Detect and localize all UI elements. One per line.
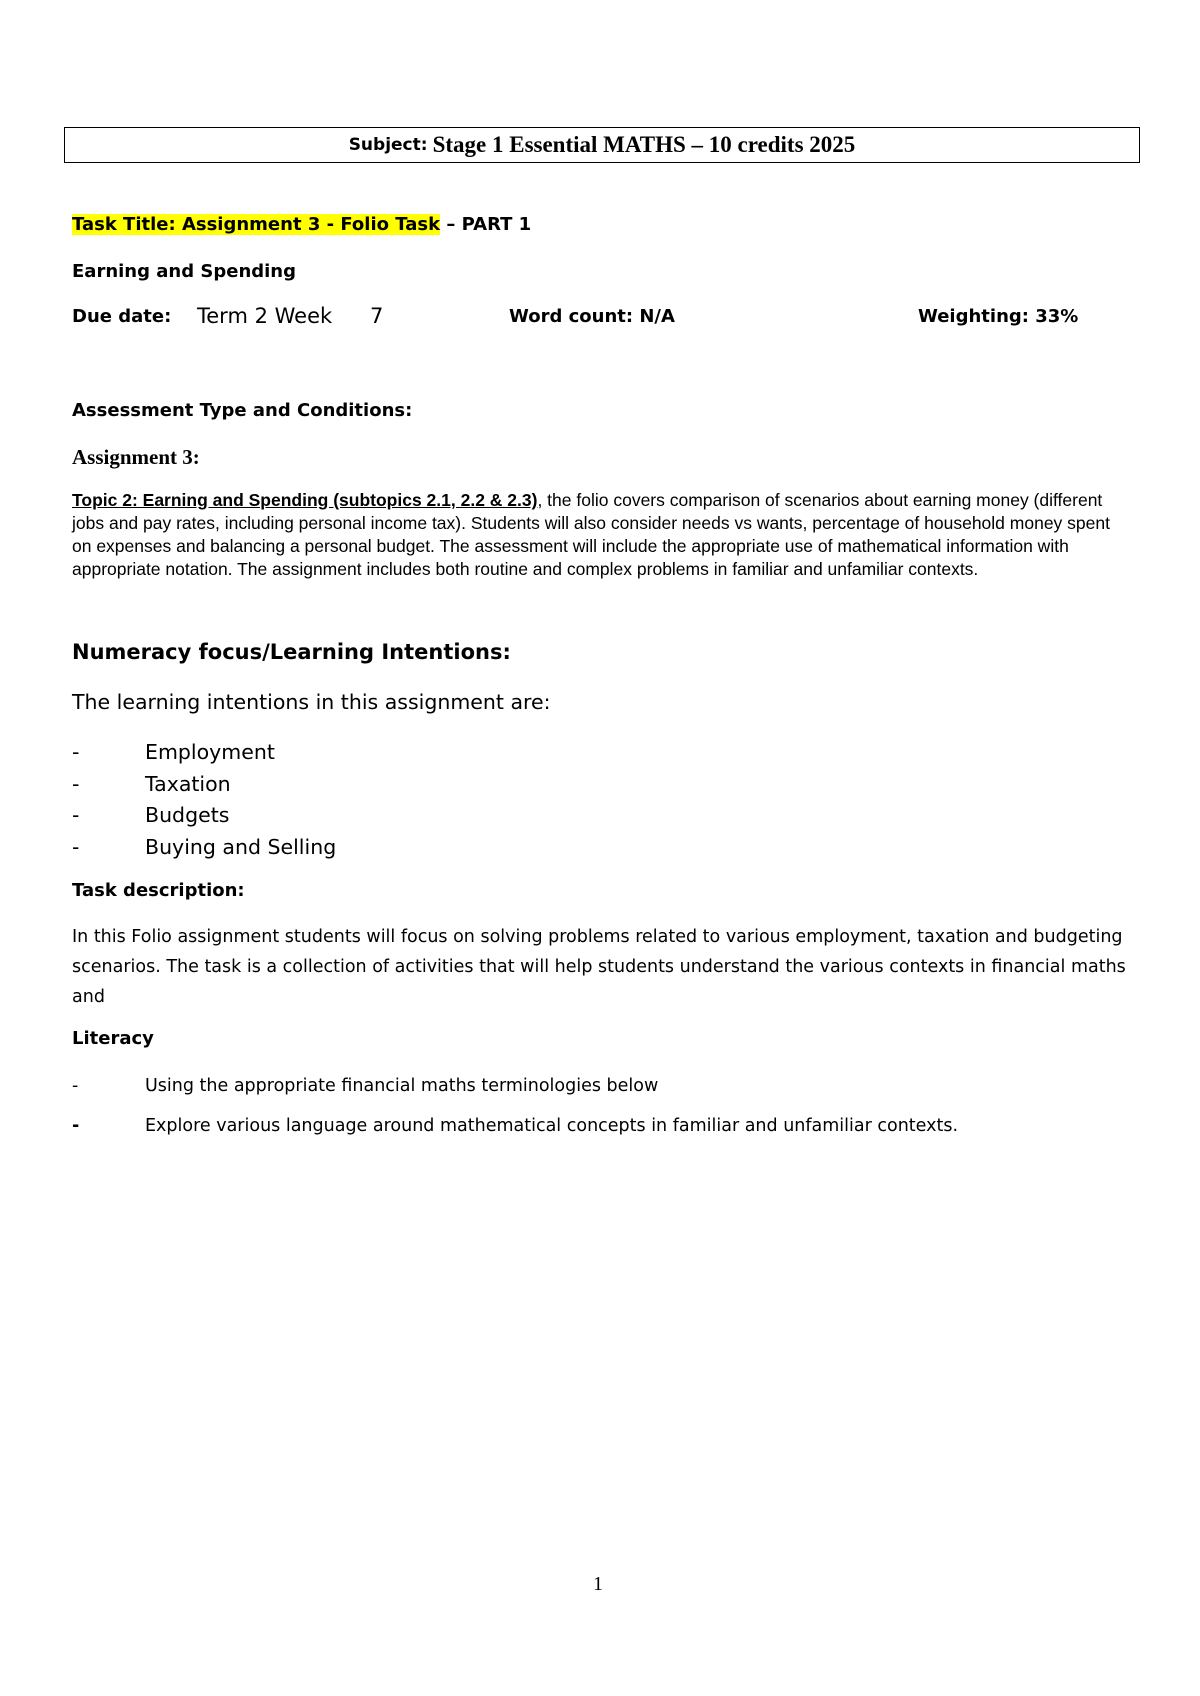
weighting: Weighting: 33% xyxy=(918,306,1079,327)
due-date-week: 7 xyxy=(370,304,384,328)
list-item xyxy=(72,800,336,832)
list-dash: - xyxy=(72,803,80,827)
list-item xyxy=(72,832,336,864)
list-item-label: Explore various language around mathematical concepts in familiar and unfamiliar contexts. xyxy=(145,1116,959,1136)
topic-link: Topic 2: Earning and Spending (subtopics 2.1, 2.2 & 2.3) xyxy=(72,490,538,510)
learning-intentions-list xyxy=(72,737,336,863)
list-item-label: Taxation xyxy=(145,771,231,796)
list-dash: - xyxy=(72,771,80,796)
list-dash: - xyxy=(72,740,80,764)
due-date-label: Due date: xyxy=(72,306,172,327)
literacy-heading: Literacy xyxy=(72,1028,154,1049)
subject-label: Subject: xyxy=(348,135,428,155)
topic-paragraph xyxy=(72,489,1132,581)
task-title-highlighted: Task Title: Assignment 3 - Folio Task xyxy=(72,214,441,235)
list-item xyxy=(72,1112,958,1152)
numeracy-heading: Numeracy focus/Learning Intentions: xyxy=(72,640,511,664)
word-count: Word count: N/A xyxy=(509,306,675,327)
list-item-label: Buying and Selling xyxy=(145,834,337,859)
list-item xyxy=(72,737,336,769)
task-title-part: – PART 1 xyxy=(440,214,532,235)
due-date-term: Term 2 Week xyxy=(197,304,333,328)
task-title xyxy=(72,214,531,235)
list-dash: - xyxy=(72,834,80,859)
subject-value: Stage 1 Essential MATHS – 10 credits 2025 xyxy=(432,132,856,157)
page-number: 1 xyxy=(593,1573,603,1595)
task-description-paragraph: In this Folio assignment students will focus on solving problems related to various employment, taxation and budgeting scenarios. The task is a collection of activities that will help students understand the various contexts in financial maths and xyxy=(72,927,1126,1007)
learning-intentions-intro: The learning intentions in this assignment are: xyxy=(72,690,551,714)
task-subheading: Earning and Spending xyxy=(72,261,297,282)
due-row xyxy=(72,306,1172,332)
list-dash: - xyxy=(72,1116,80,1136)
list-item xyxy=(72,769,336,801)
assessment-type-heading: Assessment Type and Conditions: xyxy=(72,400,413,421)
assignment-heading: Assignment 3: xyxy=(72,445,200,469)
list-item-label: Budgets xyxy=(145,803,230,827)
topic-text: , the folio covers comparison of scenarios about earning money (different jobs and pay rates, including personal income tax). Students will also consider needs vs wants, percentage of household money spent on expenses and balancing a personal budget. The assessment will include the appropriate use of mathematical information with appropriate notation. The assignment includes both routine and complex problems in familiar and unfamiliar contexts. xyxy=(72,490,1110,579)
list-item-label: Employment xyxy=(145,740,275,764)
list-item xyxy=(72,1072,958,1112)
subject-box xyxy=(64,127,1140,163)
literacy-list xyxy=(72,1072,958,1152)
list-item-label: Using the appropriate financial maths terminologies below xyxy=(145,1076,659,1096)
list-dash: - xyxy=(72,1076,79,1096)
task-description-heading: Task description: xyxy=(72,880,245,901)
